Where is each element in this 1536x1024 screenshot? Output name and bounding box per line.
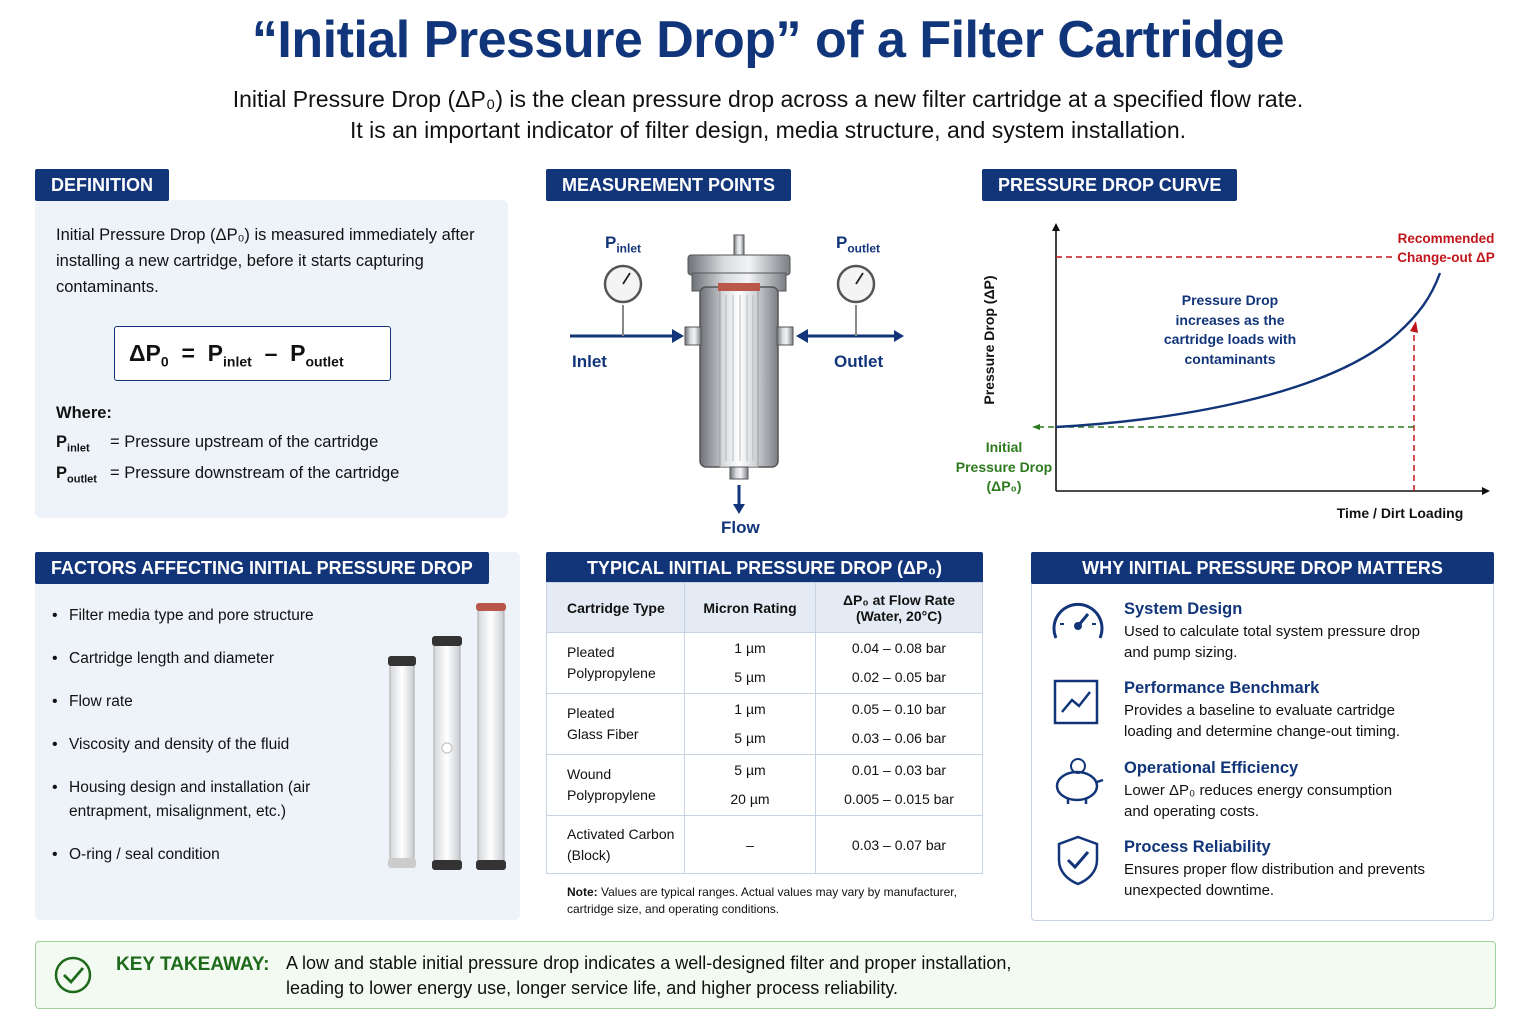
micron-rating: 1 µm 5 µm — [685, 633, 816, 694]
pressure-drop: 0.01 – 0.03 bar 0.005 – 0.015 bar — [816, 755, 983, 816]
why-heading: WHY INITIAL PRESSURE DROP MATTERS — [1031, 552, 1494, 584]
takeaway-label: KEY TAKEAWAY: — [116, 954, 270, 975]
inlet-arrowhead — [672, 329, 684, 343]
col-header: Cartridge Type — [547, 583, 685, 633]
micron-rating: 5 µm 20 µm — [685, 755, 816, 816]
list-item: • Filter media type and pore structure — [52, 604, 392, 628]
key-takeaway — [35, 941, 1496, 1009]
typical-heading: TYPICAL INITIAL PRESSURE DROP (ΔP₀) — [546, 552, 983, 584]
formula-equals: = — [175, 340, 202, 366]
recommended-label: Recommended Change-out ΔP — [1397, 231, 1495, 265]
curve-xlabel: Time / Dirt Loading — [1336, 505, 1464, 521]
definition-text: Initial Pressure Drop (ΔP₀) is measured immediately after installing a new cartridge, before it starts capturing contaminants. — [56, 226, 475, 296]
chart-icon — [1052, 678, 1102, 726]
why-item-title: Performance Benchmark — [1124, 679, 1320, 697]
filter-cartridges-image — [380, 598, 510, 898]
why-item-reliability — [1124, 836, 1484, 901]
formula-p1-sub: inlet — [223, 353, 252, 370]
outlet-label: Outlet — [834, 352, 884, 371]
list-item: • Housing design and installation (air entrapment, misalignment, etc.) — [52, 776, 392, 824]
formula-p2-sub: outlet — [305, 353, 344, 370]
formula-p2: P — [290, 340, 306, 366]
factors-heading: FACTORS AFFECTING INITIAL PRESSURE DROP — [35, 552, 489, 584]
factors-list — [52, 604, 392, 886]
why-item-system-design — [1124, 598, 1484, 663]
pressure-drop: 0.04 – 0.08 bar 0.02 – 0.05 bar — [816, 633, 983, 694]
formula-lhs-sub: 0 — [160, 353, 169, 370]
list-item: • Flow rate — [52, 690, 392, 714]
table-row — [547, 633, 983, 694]
curve-annotation: Pressure Drop increases as the cartridge loads with contaminants — [1163, 292, 1297, 367]
where-row-inlet — [56, 433, 378, 454]
why-item-title: Operational Efficiency — [1124, 759, 1299, 777]
cartridge-type: Activated Carbon (Block) — [547, 816, 685, 874]
initial-arrowhead — [1032, 424, 1040, 430]
p-outlet-label: $P_{outlet}$ — [836, 233, 881, 256]
where-symbol: $P_{outlet}$ — [56, 464, 97, 486]
changeout-arrowhead — [1410, 321, 1418, 333]
pressure-drop: 0.05 – 0.10 bar 0.03 – 0.06 bar — [816, 694, 983, 755]
why-item-title: Process Reliability — [1124, 838, 1271, 856]
why-item-desc: Provides a baseline to evaluate cartridge loading and determine change-out timing. — [1124, 702, 1401, 740]
cartridge-type: Pleated Glass Fiber — [547, 694, 685, 755]
micron-rating: 1 µm 5 µm — [685, 694, 816, 755]
measurement-heading: MEASUREMENT POINTS — [546, 169, 791, 201]
where-row-outlet — [56, 464, 399, 485]
col-header: ΔP₀ at Flow Rate (Water, 20°C) — [816, 583, 983, 633]
why-item-title: System Design — [1124, 600, 1243, 618]
page-subtitle — [0, 84, 1536, 146]
page-title: “Initial Pressure Drop” of a Filter Cartridge — [251, 11, 1285, 69]
flow-label: Flow — [721, 518, 760, 537]
micron-rating: – — [685, 816, 816, 874]
pressure-drop: 0.03 – 0.07 bar — [816, 816, 983, 874]
typical-table — [546, 582, 983, 874]
formula-p1: P — [207, 340, 224, 366]
list-item: • Viscosity and density of the fluid — [52, 733, 392, 757]
formula-lhs: ΔP — [129, 340, 161, 366]
why-item-performance — [1124, 677, 1484, 742]
where-symbol: $P_{inlet}$ — [56, 433, 90, 455]
why-item-efficiency — [1124, 757, 1484, 822]
flow-arrowhead — [733, 504, 745, 514]
why-item-desc: Lower ΔP₀ reduces energy consumption and operating costs. — [1124, 782, 1393, 820]
list-item: • O-ring / seal condition — [52, 843, 392, 867]
takeaway-text: A low and stable initial pressure drop indicates a well-designed filter and proper installation, leading to lower energy use, longer service life, and higher process reliability. — [286, 953, 1012, 998]
why-item-desc: Ensures proper flow distribution and prevents unexpected downtime. — [1124, 861, 1425, 899]
definition-heading: DEFINITION — [35, 169, 169, 201]
piggy-bank-icon — [1050, 756, 1106, 806]
subtitle-line-2: It is an important indicator of filter design, media structure, and system installation. — [349, 117, 1187, 143]
gauge-icon — [1050, 598, 1106, 648]
y-axis-arrowhead — [1052, 223, 1060, 231]
where-desc: = Pressure upstream of the cartridge — [110, 433, 379, 451]
curve-heading: PRESSURE DROP CURVE — [982, 169, 1237, 201]
table-note: Note: Values are typical ranges. Actual values may vary by manufacturer, cartridge size, and operating conditions. — [567, 885, 957, 916]
table-row — [547, 755, 983, 816]
formula-box — [114, 326, 391, 381]
inlet-label: Inlet — [572, 352, 607, 371]
outlet-arrowhead-right — [894, 330, 904, 342]
table-header-row — [547, 583, 983, 633]
initial-label: Initial Pressure Drop (ΔP₀) — [955, 439, 1053, 494]
curve-ylabel: Pressure Drop (ΔP) — [981, 275, 997, 405]
formula-minus: – — [258, 340, 284, 366]
x-axis-arrowhead — [1482, 487, 1490, 495]
col-header: Micron Rating — [685, 583, 816, 633]
cartridge-type: Pleated Polypropylene — [547, 633, 685, 694]
outlet-arrowhead-left — [796, 329, 808, 343]
list-item: • Cartridge length and diameter — [52, 647, 392, 671]
subtitle-line-1: Initial Pressure Drop (ΔP₀) is the clean pressure drop across a new filter cartridge at a specified flow rate. — [232, 86, 1304, 112]
shield-check-icon — [1054, 834, 1102, 886]
check-circle-icon — [53, 955, 93, 995]
table-row — [547, 694, 983, 755]
why-item-desc: Used to calculate total system pressure drop and pump sizing. — [1124, 623, 1420, 661]
table-row — [547, 816, 983, 874]
cartridge-type: Wound Polypropylene — [547, 755, 685, 816]
where-label: Where: — [56, 404, 112, 422]
where-desc: = Pressure downstream of the cartridge — [110, 464, 400, 482]
p-inlet-label: $P_{inlet}$ — [605, 233, 642, 256]
